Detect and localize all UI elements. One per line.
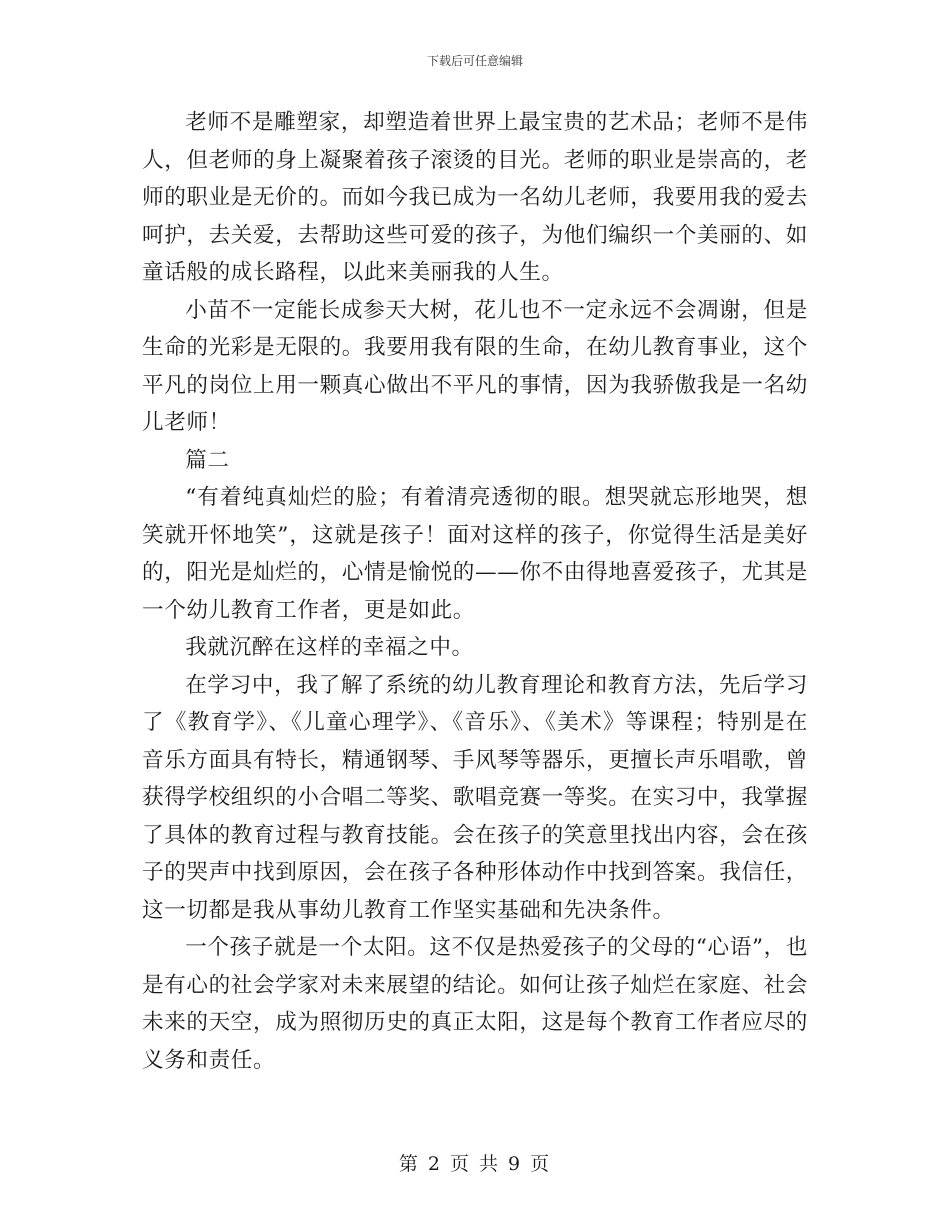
paragraph-teacher-not-sculptor: 老师不是雕塑家，却塑造着世界上最宝贵的艺术品；老师不是伟人，但老师的身上凝聚着孩子滚烫的目光。老师的职业是崇高的，老师的职业是无价的。而如今我已成为一名幼儿老师，我要用我的爱去呵护，去关爱，去帮助这些可爱的孩子，为他们编织一个美丽的、如童话般的成长路程，以此来美丽我的人生。 (142, 110, 808, 285)
paragraph-seedling: 小苗不一定能长成参天大树，花儿也不一定永远不会凋谢，但是生命的光彩是无限的。我要用我有限的生命，在幼儿教育事业，这个平凡的岗位上用一颗真心做出不平凡的事情，因为我骄傲我是一名幼儿老师！ (142, 297, 808, 435)
paragraph-innocent-face: “有着纯真灿烂的脸；有着清亮透彻的眼。想哭就忘形地哭，想笑就开怀地笑”，这就是孩子！面对这样的孩子，你觉得生活是美好的，阳光是灿烂的，心情是愉悦的——你不由得地喜爱孩子，尤其是一个幼儿教育工作者，更是如此。 (142, 485, 808, 623)
page-header: 下载后可任意编辑 (426, 54, 523, 68)
section-heading-part-two: 篇二 (185, 447, 230, 473)
document-body (142, 104, 808, 1079)
paragraph-child-sun: 一个孩子就是一个太阳。这不仅是热爱孩子的父母的“心语”，也是有心的社会学家对未来展望的结论。如何让孩子灿烂在家庭、社会未来的天空，成为照彻历史的真正太阳，这是每个教育工作者应尽的义务和责任。 (142, 935, 808, 1073)
paragraph-happiness: 我就沉醉在这样的幸福之中。 (185, 635, 474, 660)
paragraph-study: 在学习中，我了解了系统的幼儿教育理论和教育方法，先后学习了《教育学》、《儿童心理学》、《音乐》、《美术》等课程；特别是在音乐方面具有特长，精通钢琴、手风琴等器乐，更擅长声乐唱歌，曾获得学校组织的小合唱二等奖、歌唱竞赛一等奖。在实习中，我掌握了具体的教育过程与教育技能。会在孩子的笑意里找出内容，会在孩子的哭声中找到原因，会在孩子各种形体动作中找到答案。我信任，这一切都是我从事幼儿教育工作坚实基础和先决条件。 (142, 672, 808, 923)
page-number: 第 2 页 共 9 页 (398, 1153, 552, 1175)
